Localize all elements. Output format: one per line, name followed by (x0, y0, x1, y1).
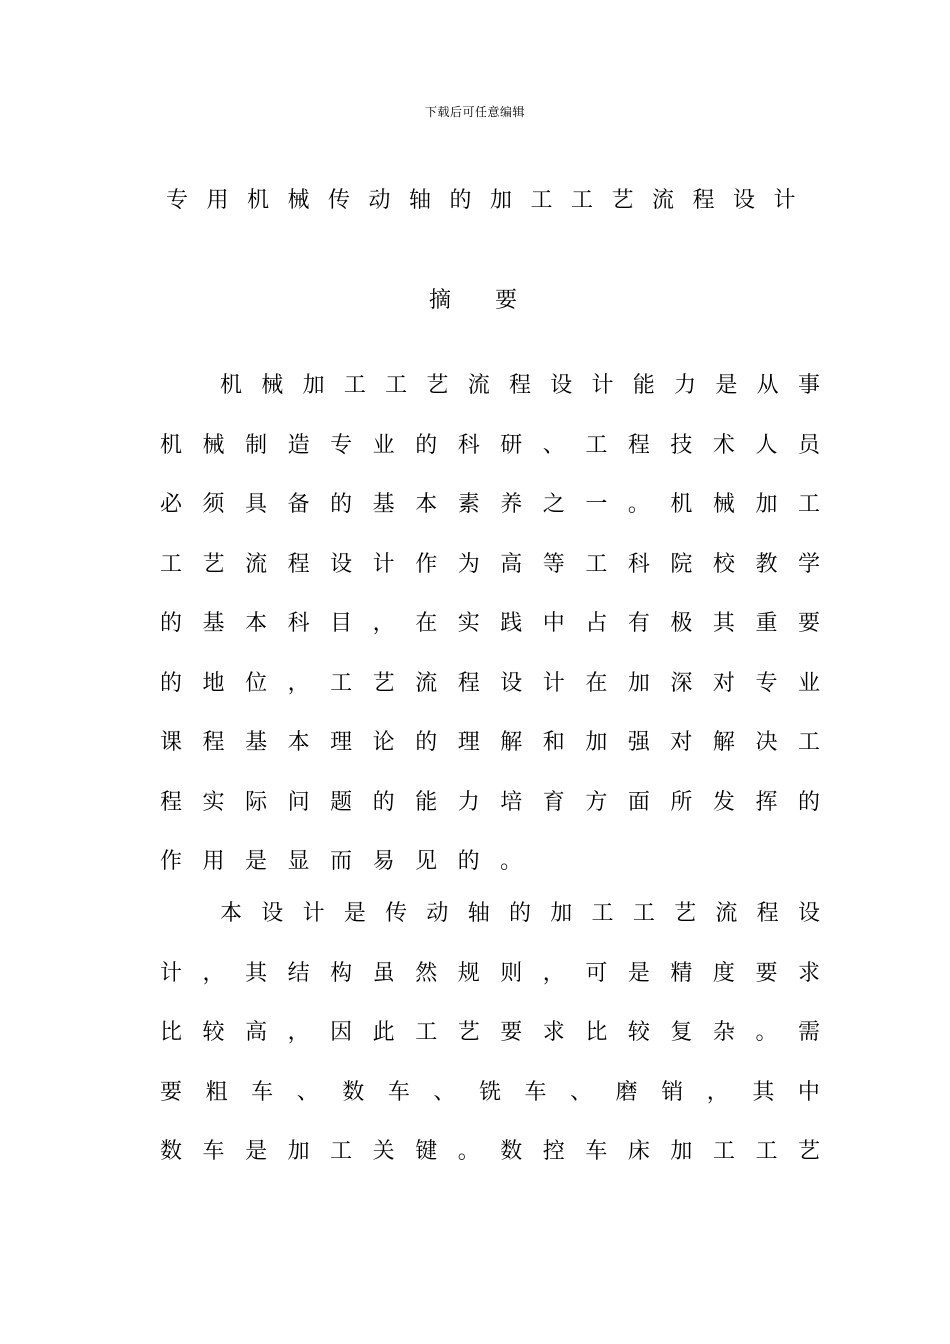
text-glyph: 精 (670, 960, 693, 986)
text-glyph: 作 (415, 551, 438, 577)
text-glyph: 车 (524, 1079, 547, 1105)
text-glyph: 机 (160, 432, 183, 458)
text-glyph: 要 (500, 1020, 523, 1045)
text-glyph: 数 (500, 1139, 523, 1164)
text-glyph: 较 (202, 1020, 225, 1045)
text-glyph: 工 (755, 1139, 778, 1164)
text-glyph: ， (706, 1079, 729, 1105)
text-glyph: 工 (160, 551, 183, 577)
text-glyph: 具 (245, 492, 268, 517)
text-glyph: 控 (542, 1139, 565, 1164)
text-glyph: 论 (372, 730, 395, 755)
paragraph-line (160, 842, 820, 894)
text-glyph: 、 (542, 432, 565, 458)
text-glyph: 机 (670, 492, 693, 517)
text-glyph: 必 (160, 492, 183, 517)
text-glyph: 占 (585, 611, 608, 636)
text-glyph: ， (287, 670, 310, 696)
text-glyph: 工 (415, 1020, 438, 1045)
text-glyph: 则 (500, 960, 523, 986)
text-glyph: 素 (457, 492, 480, 517)
text-glyph: 高 (500, 551, 523, 577)
text-glyph: 要 (755, 960, 778, 986)
text-glyph: 地 (202, 670, 225, 696)
text-glyph: 此 (372, 1020, 395, 1045)
text-glyph: 设 (261, 901, 284, 926)
text-glyph: 工 (585, 551, 608, 577)
text-glyph: 车 (202, 1139, 225, 1164)
text-glyph: 易 (372, 849, 416, 874)
text-glyph: 挥 (755, 789, 778, 815)
text-glyph: 能 (632, 373, 655, 398)
text-glyph: 而 (330, 849, 373, 874)
text-glyph: 术 (712, 432, 735, 458)
text-glyph: 对 (712, 670, 735, 696)
text-glyph: 车 (585, 1139, 608, 1164)
text-glyph: 关 (372, 1139, 395, 1164)
text-glyph: 工 (797, 492, 820, 517)
text-glyph: 之 (542, 492, 565, 517)
text-glyph: 造 (287, 432, 310, 458)
text-glyph: 。 (755, 1020, 778, 1045)
text-glyph: 发 (712, 789, 735, 815)
text-glyph: 养 (500, 492, 523, 517)
text-glyph: 其 (712, 611, 735, 636)
text-glyph: 校 (712, 551, 735, 577)
text-glyph: 学 (797, 551, 820, 577)
text-glyph: 高 (245, 1020, 268, 1045)
text-glyph: 研 (500, 432, 523, 458)
text-glyph: 见 (415, 849, 458, 874)
text-glyph: 有 (627, 611, 650, 636)
paragraph-line (160, 1073, 820, 1133)
text-glyph: 的 (797, 789, 820, 815)
text-glyph: 流 (245, 551, 268, 577)
text-glyph: 艺 (457, 1020, 480, 1045)
text-glyph: 工 (632, 901, 655, 926)
text-glyph: 教 (755, 551, 778, 577)
text-glyph: 的 (372, 789, 395, 815)
text-glyph: 极 (670, 611, 693, 636)
text-glyph: 计 (591, 373, 614, 398)
text-glyph: 课 (160, 730, 183, 755)
text-glyph: 计 (372, 551, 395, 577)
text-glyph: 流 (415, 670, 438, 696)
text-glyph: 基 (372, 492, 395, 517)
text-glyph: 的 (415, 730, 438, 755)
text-glyph: 践 (500, 611, 523, 636)
text-glyph: 、 (296, 1079, 319, 1105)
paragraph-line (160, 426, 820, 486)
text-glyph: 规 (457, 960, 480, 986)
text-glyph: 从 (756, 373, 779, 398)
paragraph-line (160, 545, 820, 605)
text-glyph: ， (542, 960, 565, 986)
text-glyph: 程 (756, 901, 779, 926)
text-glyph: 粗 (205, 1079, 228, 1105)
text-glyph: 程 (160, 789, 183, 815)
text-glyph: 要 (797, 611, 820, 636)
text-glyph: 是 (715, 373, 738, 398)
text-glyph: 问 (287, 789, 310, 815)
text-glyph: 所 (670, 789, 693, 815)
text-glyph: 人 (755, 432, 778, 458)
text-glyph: 复 (670, 1020, 693, 1045)
text-glyph: 理 (330, 730, 353, 755)
text-glyph: 。 (627, 492, 650, 517)
text-glyph: 加 (627, 670, 650, 696)
text-glyph: 其 (245, 960, 268, 986)
text-glyph: 流 (467, 373, 490, 398)
text-glyph: 传 (385, 901, 408, 926)
text-glyph: 中 (542, 611, 565, 636)
text-glyph: 键 (415, 1139, 438, 1164)
text-glyph: 的 (457, 849, 501, 874)
text-glyph: 育 (542, 789, 565, 815)
text-glyph: 题 (330, 789, 353, 815)
text-glyph: ， (372, 611, 395, 636)
text-glyph: 加 (287, 1139, 310, 1164)
text-glyph: 工 (712, 1139, 735, 1164)
paragraph-line (160, 723, 820, 783)
text-glyph: 一 (585, 492, 608, 517)
text-glyph: 程 (457, 670, 480, 696)
text-glyph: 能 (415, 789, 438, 815)
text-glyph: 在 (585, 670, 608, 696)
text-glyph: 比 (585, 1020, 608, 1045)
text-glyph: 较 (627, 1020, 650, 1045)
text-glyph: 的 (415, 432, 438, 458)
text-glyph: 构 (330, 960, 353, 986)
text-glyph: 械 (261, 373, 284, 398)
text-glyph: 艺 (426, 373, 449, 398)
text-glyph: 工 (385, 373, 408, 398)
text-glyph: 。 (457, 1139, 480, 1164)
text-glyph: 、 (570, 1079, 593, 1105)
text-glyph: 加 (585, 730, 608, 755)
text-glyph: 是 (245, 1139, 268, 1164)
text-glyph: 力 (457, 789, 480, 815)
text-glyph: 方 (585, 789, 608, 815)
text-glyph: 、 (433, 1079, 456, 1105)
text-glyph: 基 (202, 611, 225, 636)
paragraph-line (160, 954, 820, 1014)
text-glyph: 为 (457, 551, 480, 577)
paragraph-line (160, 1132, 820, 1192)
text-glyph: 是 (343, 901, 366, 926)
text-glyph: 位 (245, 670, 268, 696)
text-glyph: 是 (245, 849, 288, 874)
text-glyph: 的 (330, 492, 353, 517)
text-glyph: 须 (202, 492, 225, 517)
text-glyph: 中 (797, 1079, 820, 1105)
text-glyph: 艺 (674, 901, 697, 926)
text-glyph: 面 (627, 789, 650, 815)
text-glyph: 求 (797, 960, 820, 986)
text-glyph: ， (202, 960, 225, 986)
text-glyph: 虽 (372, 960, 395, 986)
text-glyph: 科 (287, 611, 310, 636)
text-glyph: 科 (457, 432, 480, 458)
text-glyph: 流 (715, 901, 738, 926)
text-glyph: 铣 (478, 1079, 501, 1105)
text-glyph: 度 (712, 960, 735, 986)
text-glyph: 加 (755, 492, 778, 517)
text-glyph: 加 (670, 1139, 693, 1164)
text-glyph: 力 (674, 373, 697, 398)
text-glyph: 解 (500, 730, 523, 755)
text-glyph: 设 (330, 551, 353, 577)
text-glyph: 磨 (615, 1079, 638, 1105)
text-glyph: 工 (797, 730, 820, 755)
text-glyph: 程 (202, 730, 225, 755)
text-glyph: 程 (627, 432, 650, 458)
text-glyph: 艺 (202, 551, 225, 577)
text-glyph: 制 (245, 432, 268, 458)
text-glyph: 动 (426, 901, 449, 926)
text-glyph: 在 (415, 611, 438, 636)
text-glyph: 的 (508, 901, 531, 926)
text-glyph: 数 (160, 1139, 183, 1164)
text-glyph: 加 (550, 901, 573, 926)
text-glyph: 实 (202, 789, 225, 815)
paragraph-line (160, 664, 820, 724)
text-glyph: 杂 (712, 1020, 735, 1045)
text-glyph: 对 (670, 730, 693, 755)
abstract-heading: 摘要 (428, 288, 561, 313)
document-title: 专用机械传动轴的加工工艺流程设计 (165, 188, 814, 213)
paragraph-line (160, 783, 820, 843)
text-glyph: 技 (670, 432, 693, 458)
text-glyph: 床 (627, 1139, 650, 1164)
text-glyph: 本 (287, 730, 310, 755)
text-glyph: 院 (670, 551, 693, 577)
text-glyph: 求 (542, 1020, 565, 1045)
paragraph-line (160, 485, 820, 545)
text-glyph: 车 (251, 1079, 274, 1105)
text-glyph: 用 (202, 849, 246, 874)
text-glyph: 工 (585, 432, 608, 458)
text-glyph: 作 (160, 849, 203, 874)
text-glyph: 其 (752, 1079, 775, 1105)
paragraph-line (160, 894, 820, 954)
text-glyph: 本 (415, 492, 438, 517)
text-glyph: 专 (330, 432, 353, 458)
text-glyph: 工 (330, 1139, 353, 1164)
text-glyph: 本 (220, 901, 243, 926)
text-glyph: 是 (627, 960, 650, 986)
text-glyph: 艺 (797, 1139, 820, 1164)
text-glyph: 等 (542, 551, 565, 577)
text-glyph: 专 (755, 670, 778, 696)
text-glyph: 车 (387, 1079, 410, 1105)
text-glyph: 培 (500, 789, 523, 815)
text-glyph: 工 (330, 670, 353, 696)
text-glyph: 。 (500, 849, 543, 874)
text-glyph: 决 (755, 730, 778, 755)
text-glyph: 程 (508, 373, 531, 398)
text-glyph: 员 (797, 432, 820, 458)
text-glyph: 重 (755, 611, 778, 636)
text-glyph: 设 (797, 901, 820, 926)
text-glyph: 可 (585, 960, 608, 986)
text-glyph: 际 (245, 789, 268, 815)
text-glyph: 基 (245, 730, 268, 755)
text-glyph: 程 (287, 551, 310, 577)
text-glyph: 轴 (467, 901, 490, 926)
text-glyph: 显 (287, 849, 331, 874)
text-glyph: 械 (202, 432, 225, 458)
text-glyph: 计 (302, 901, 325, 926)
text-glyph: 的 (160, 670, 183, 696)
paragraph-line (160, 1013, 820, 1073)
text-glyph: 设 (500, 670, 523, 696)
text-glyph: 强 (627, 730, 650, 755)
text-glyph: 目 (330, 611, 353, 636)
text-glyph: 理 (457, 730, 480, 755)
text-glyph: 工 (591, 901, 614, 926)
text-glyph: 然 (415, 960, 438, 986)
text-glyph: 事 (797, 373, 820, 398)
text-glyph: 工 (343, 373, 366, 398)
paragraph-line (160, 604, 820, 664)
text-glyph: 备 (287, 492, 310, 517)
text-glyph: 结 (287, 960, 310, 986)
text-glyph: 的 (160, 611, 183, 636)
text-glyph: 比 (160, 1020, 183, 1045)
text-glyph: 科 (627, 551, 650, 577)
text-glyph: 销 (661, 1079, 684, 1105)
text-glyph: 机 (220, 373, 243, 398)
text-glyph: ， (287, 1020, 310, 1045)
text-glyph: 设 (550, 373, 573, 398)
text-glyph: 计 (542, 670, 565, 696)
text-glyph: 业 (797, 670, 820, 696)
text-glyph: 要 (160, 1079, 183, 1105)
abstract-body (160, 366, 820, 1192)
text-glyph: 解 (712, 730, 735, 755)
header-note: 下载后可任意编辑 (424, 105, 525, 119)
text-glyph: 械 (712, 492, 735, 517)
text-glyph: 加 (302, 373, 325, 398)
paragraph-line (160, 366, 820, 426)
text-glyph: 因 (330, 1020, 353, 1045)
text-glyph: 本 (245, 611, 268, 636)
text-glyph: 深 (670, 670, 693, 696)
text-glyph: 艺 (372, 670, 395, 696)
text-glyph: 业 (372, 432, 395, 458)
text-glyph: 实 (457, 611, 480, 636)
text-glyph: 数 (342, 1079, 365, 1105)
text-glyph: 需 (797, 1020, 820, 1045)
text-glyph: 计 (160, 960, 183, 986)
text-glyph: 和 (542, 730, 565, 755)
